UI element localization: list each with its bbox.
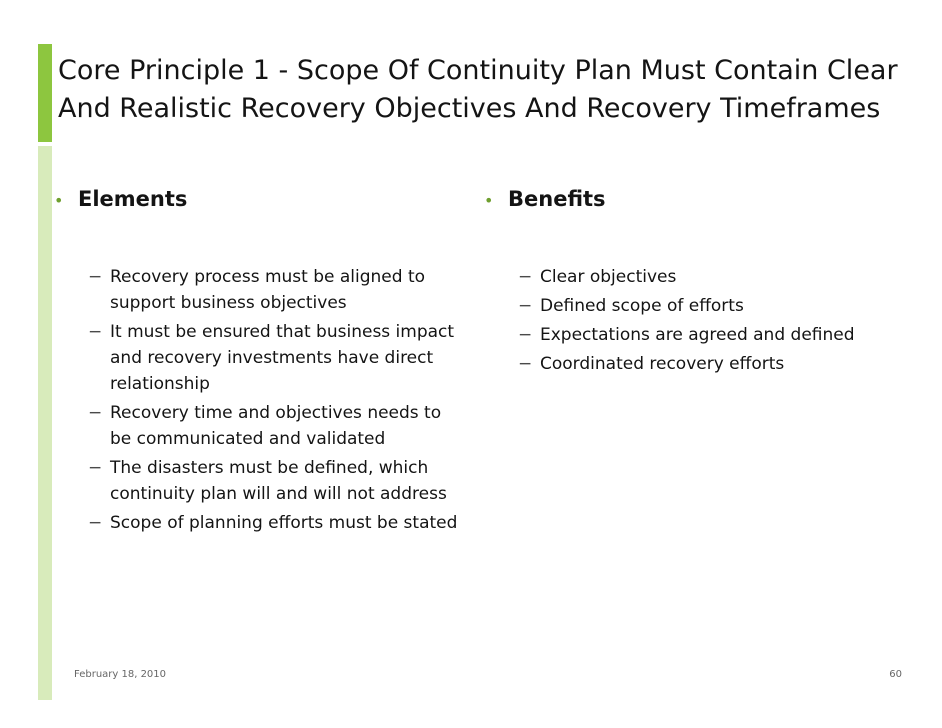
benefits-heading: Benefits (508, 187, 606, 211)
list-item-text: Clear objectives (540, 267, 677, 287)
list-item-text: Recovery process must be aligned to support business objectives (110, 267, 426, 313)
list-item-text: Defined scope of efforts (540, 296, 744, 316)
list-item-text: Scope of planning efforts must be stated (110, 513, 458, 533)
list-item (88, 455, 459, 507)
list-item-text: Recovery time and objectives needs to be communicated and validated (110, 403, 442, 449)
elements-heading: Elements (78, 187, 188, 211)
bullet-icon: • (484, 190, 494, 210)
dash-icon: − (88, 458, 103, 478)
bullet-icon: • (54, 190, 64, 210)
list-item (518, 293, 884, 319)
list-item (518, 264, 884, 290)
accent-bar-lower (38, 146, 52, 700)
dash-icon: − (518, 296, 533, 316)
benefits-heading-row (484, 184, 884, 214)
benefits-list (518, 264, 884, 377)
elements-list (88, 264, 459, 536)
accent-bar (38, 44, 52, 142)
dash-icon: − (518, 267, 533, 287)
elements-column (54, 184, 459, 539)
list-item-text: Expectations are agreed and defined (540, 325, 855, 345)
dash-icon: − (88, 403, 103, 423)
dash-icon: − (88, 267, 103, 287)
elements-heading-row (54, 184, 459, 214)
dash-icon: − (518, 354, 533, 374)
dash-icon: − (88, 513, 103, 533)
list-item (88, 319, 459, 397)
list-item (88, 264, 459, 316)
page-number: 60 (889, 669, 902, 680)
list-item (88, 510, 459, 536)
list-item (518, 322, 884, 348)
list-item (518, 351, 884, 377)
footer-date: February 18, 2010 (74, 669, 167, 680)
list-item (88, 400, 459, 452)
slide-title: Core Principle 1 - Scope Of Continuity Plan Must Contain Clear And Realistic Recovery Objectives And Recovery Timeframes (58, 55, 898, 124)
list-item-text: It must be ensured that business impact and recovery investments have direct relationship (110, 322, 455, 394)
dash-icon: − (518, 325, 533, 345)
dash-icon: − (88, 322, 103, 342)
benefits-column (484, 184, 884, 380)
list-item-text: The disasters must be defined, which continuity plan will and will not address (110, 458, 447, 504)
list-item-text: Coordinated recovery efforts (540, 354, 785, 374)
